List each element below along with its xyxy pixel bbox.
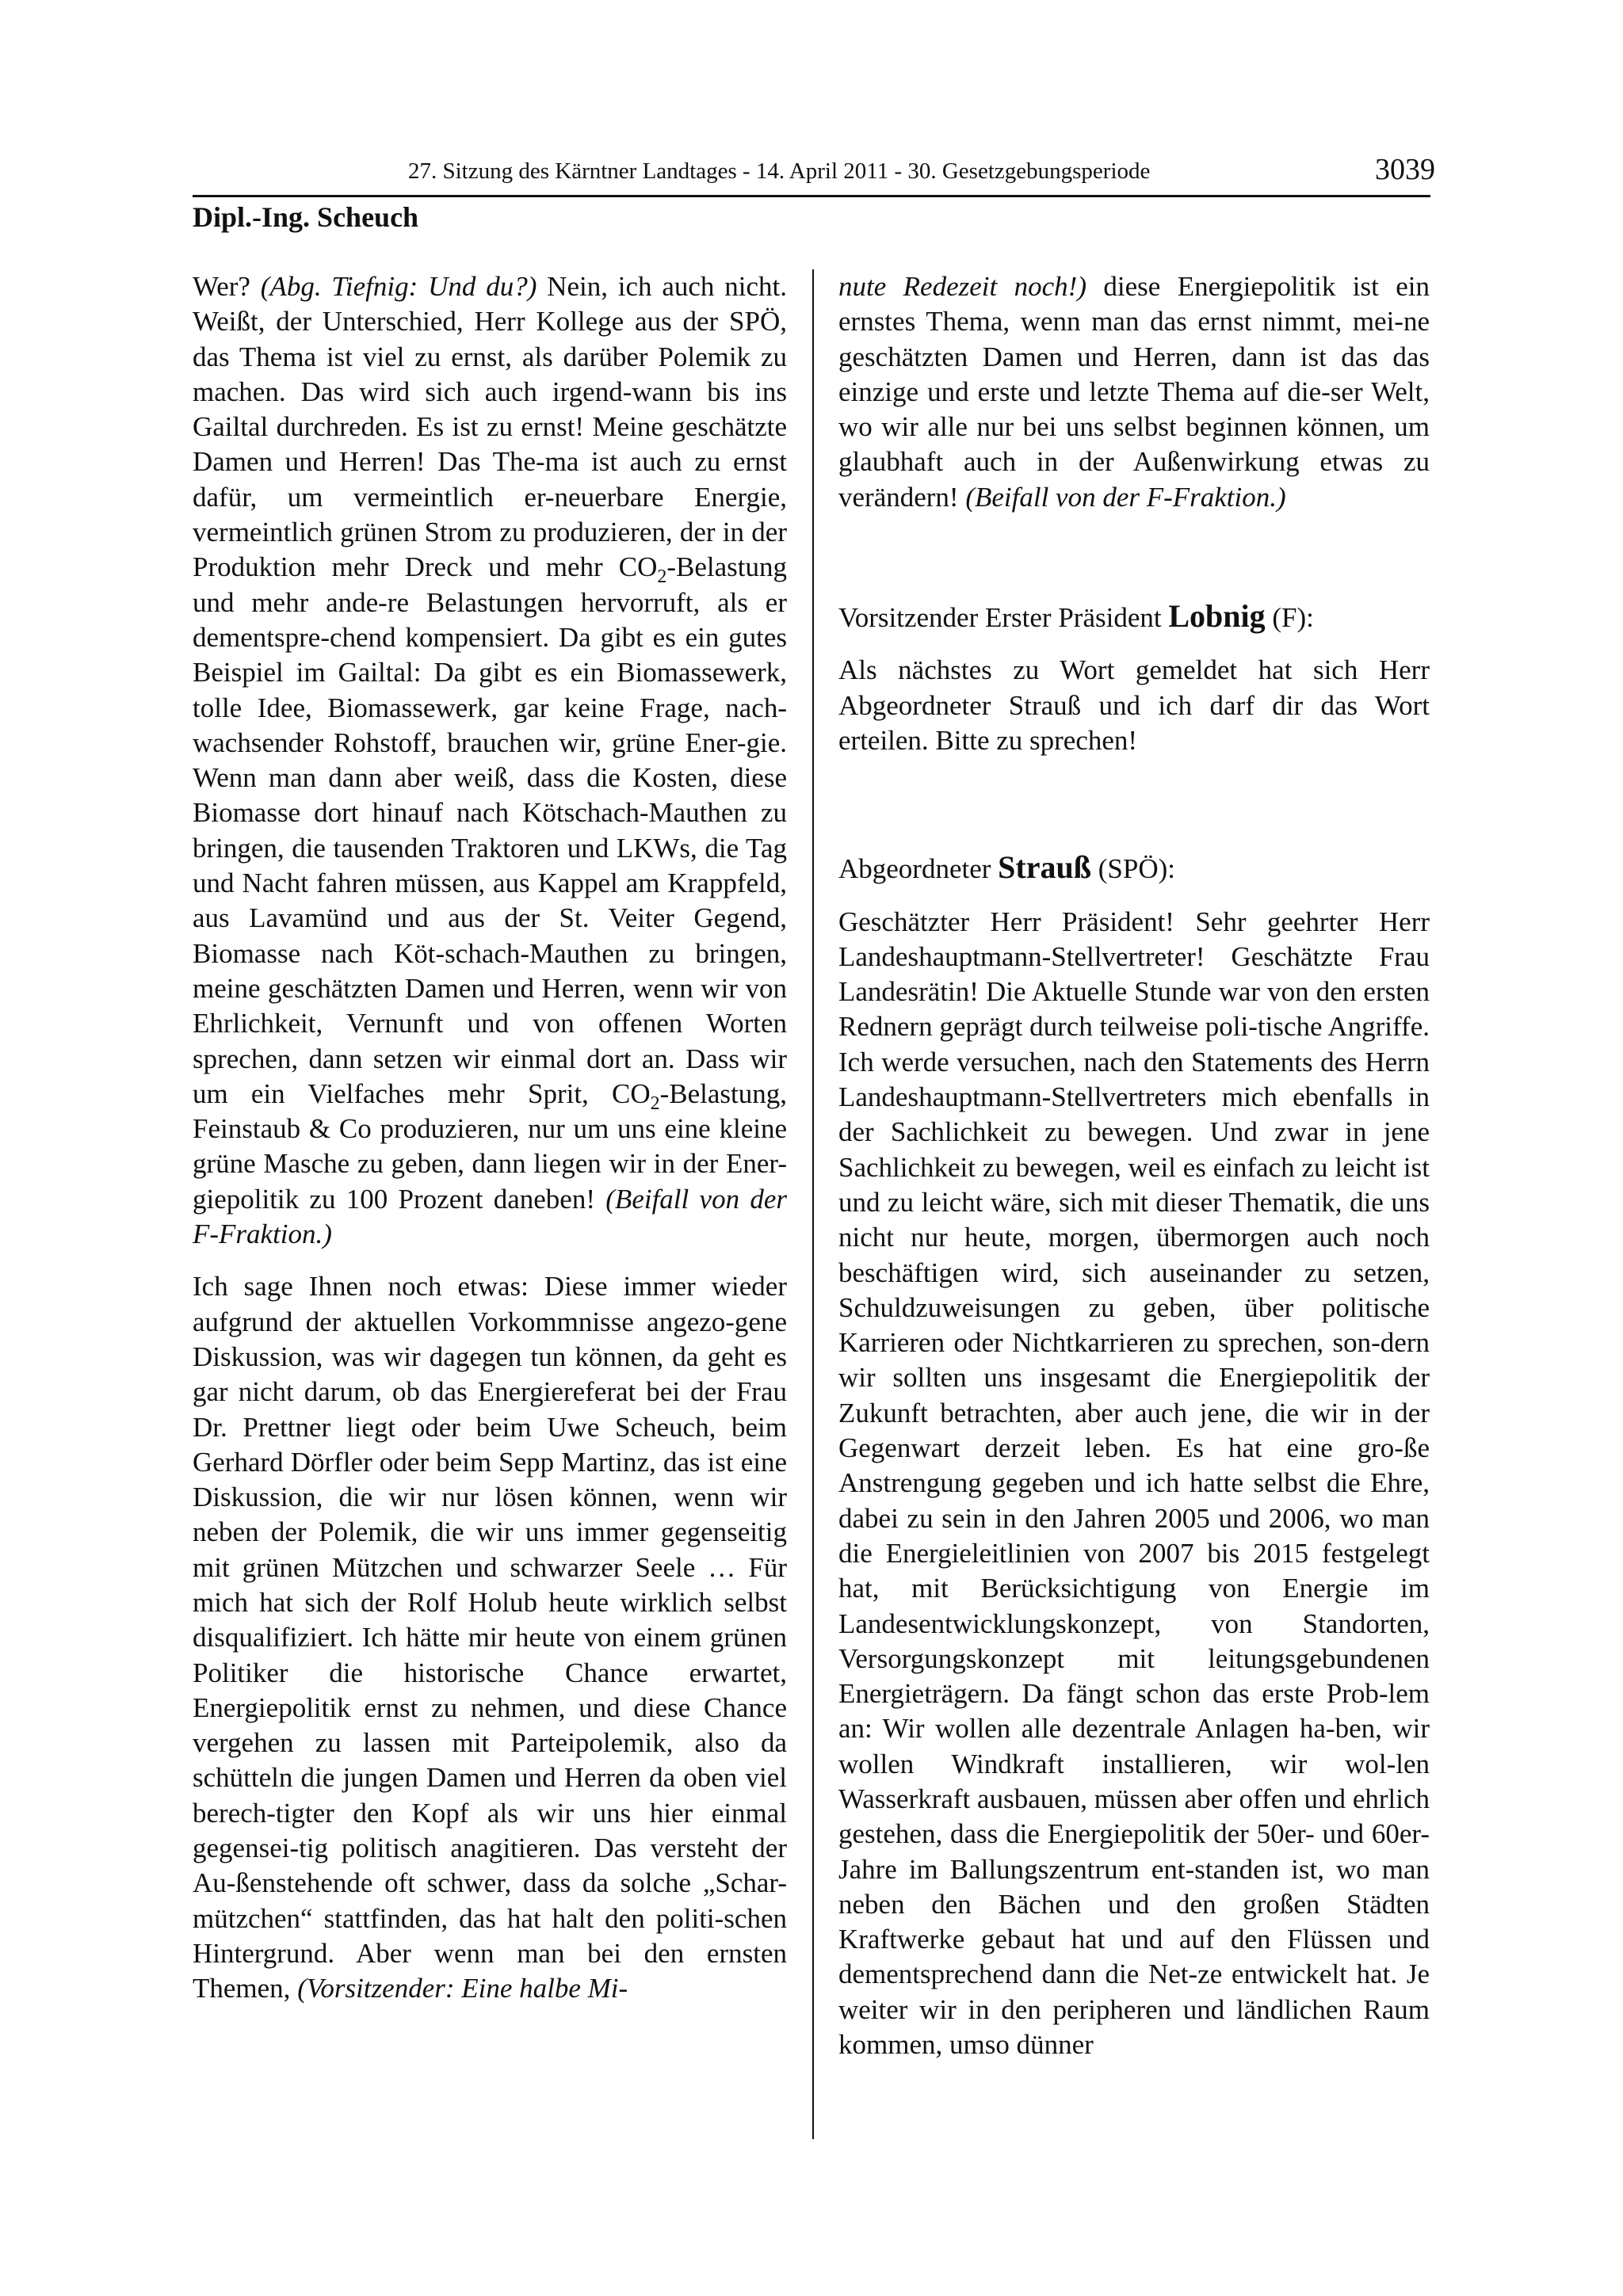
text-run: -Belastung und mehr ande-re Belastungen hervorruft, als er dementspre-chend kompensiert. Da gibt es ein gutes Beispiel im Gailtal: Da gibt es ein Biomassewerk, tolle Idee, Biomassewerk, gar keine Frage, nach-wachsender Rohstoff, brauchen wir, grüne Ener-gie. Wenn man dann aber weiß, dass die Kosten, diese Biomasse dort hinauf nach Kötschach-Mauthen zu bringen, die tausenden Traktoren und LKWs, die Tag und Nacht fahren müssen, aus Kappel am Krappfeld, aus Lavamünd und aus der St. Veiter Gegend, Biomasse nach Köt-schach-Mauthen zu bringen, meine geschätzten Damen und Herren, wenn wir von Ehrlichkeit, Vernunft und von offenen Worten sprechen, dann setzen wir einmal dort an. Dass wir um ein Vielfaches mehr Sprit, CO [193, 551, 787, 1109]
chair-interjection: nute Redezeit noch!) [838, 271, 1086, 302]
chair-interjection: (Vorsitzender: Eine halbe Mi- [297, 1973, 628, 2004]
chair-speaker-label [838, 599, 1430, 635]
speaker-name: Lobnig [1168, 598, 1266, 635]
interjection: (Abg. Tiefnig: Und du?) [260, 271, 537, 302]
subscript: 2 [650, 1093, 660, 1114]
applause-note: (Beifall von der F-Fraktion.) [193, 1183, 787, 1250]
left-column [193, 269, 787, 2007]
text-run: -Belastung, Feinstaub & Co produzieren, nur um uns eine kleine grüne Masche zu geben, dann liegen wir in der Ener-giepolitik zu 100 Prozent daneben! [193, 1077, 787, 1215]
speaker2-label [838, 850, 1430, 887]
text-run: Wer? [193, 271, 261, 302]
speaker-name: Strauß [998, 849, 1091, 886]
column-divider [812, 269, 814, 2139]
right-paragraph-1 [838, 269, 1430, 515]
speaker-party: (SPÖ): [1090, 853, 1175, 885]
subscript: 2 [657, 566, 667, 588]
speaker-party: (F): [1265, 602, 1314, 634]
text-run: Nein, ich auch nicht. Weißt, der Unterschied, Herr Kollege aus der SPÖ, das Thema ist viel zu ernst, als darüber Polemik zu machen. Das wird sich auch irgend-wann bis ins Gailtal durchreden. Es ist zu ernst! Meine geschätzte Damen und Herren! Das The-ma ist auch zu ernst dafür, um vermeintlich er-neuerbare Energie, vermeintlich grünen Strom zu produzieren, der in der Produktion mehr Dreck und mehr CO [193, 271, 787, 583]
applause-note: (Beifall von der F-Fraktion.) [965, 481, 1286, 513]
session-header: 27. Sitzung des Kärntner Landtages - 14. April 2011 - 30. Gesetzgebungsperiode [408, 158, 1151, 184]
chair-statement: Als nächstes zu Wort gemeldet hat sich Herr Abgeordneter Strauß und ich darf dir das Wort erteilen. Bitte zu sprechen! [838, 654, 1430, 756]
speaker-role: Abgeordneter [838, 853, 999, 885]
text-run: Ich sage Ihnen noch etwas: Diese immer wieder aufgrund der aktuellen Vorkommnisse angezo-gene Diskussion, was wir dagegen tun können, da geht es gar nicht darum, ob das Energiereferat bei der Frau Dr. Prettner liegt oder beim Uwe Scheuch, beim Gerhard Dörfler oder beim Sepp Martinz, das ist eine Diskussion, die wir nur lösen können, wenn wir neben der Polemik, die wir uns immer gegenseitig mit grünen Mützchen und schwarzer Seele … Für mich hat sich der Rolf Holub heute wirklich selbst disqualifiziert. Ich hätte mir heute von einem grünen Politiker die historische Chance erwartet, Energiepolitik ernst zu nehmen, und diese Chance vergehen zu lassen mit Parteipolemik, also da schütteln die jungen Damen und Herren da oben viel berech-tigter den Kopf als wir uns hier einmal gegensei-tig politisch anagitieren. Das versteht der Au-ßenstehende oft schwer, dass da solche „Schar-mützchen“ stattfinden, das hat halt den politi-schen Hintergrund. Aber wenn man bei den ernsten Themen, [193, 1271, 787, 2004]
header-rule [193, 195, 1430, 197]
left-paragraph-2 [193, 1269, 787, 2006]
page-number: 3039 [1375, 153, 1435, 186]
left-paragraph-1 [193, 269, 787, 1252]
speaker-role: Vorsitzender Erster Präsident [838, 602, 1169, 634]
speaker-heading: Dipl.-Ing. Scheuch [193, 201, 419, 233]
right-column [838, 269, 1430, 2062]
text-run: diese Energiepolitik ist ein ernstes Thema, wenn man das ernst nimmt, mei-ne geschätzten Damen und Herren, dann ist das das einzige und erste und letzte Thema auf die-ser Welt, wo wir alle nur bei uns selbst beginnen können, um glaubhaft auch in der Außenwirkung etwas zu verändern! [838, 271, 1430, 513]
speaker2-statement: Geschätzter Herr Präsident! Sehr geehrter Herr Landeshauptmann-Stellvertreter! Geschätzte Frau Landesrätin! Die Aktuelle Stunde war von den ersten Rednern geprägt durch teilweise poli-tische Angriffe. Ich werde versuchen, nach den Statements des Herrn Landeshauptmann-Stellvertreters mich ebenfalls in der Sachlichkeit zu bewegen. Und zwar in jene Sachlichkeit zu bewegen, weil es einfach zu leicht ist und zu leicht wäre, sich mit dieser Thematik, die uns nicht nur heute, morgen, übermorgen auch noch beschäftigen wird, sich auseinander zu setzen, Schuldzuweisungen zu geben, über politische Karrieren oder Nichtkarrieren zu sprechen, son-dern wir sollten uns insgesamt die Energiepolitik der Zukunft betrachten, aber auch jene, die wir in der Gegenwart derzeit leben. Es hat eine gro-ße Anstrengung gegeben und ich hatte selbst die Ehre, dabei zu sein in den Jahren 2005 und 2006, wo man die Energieleitlinien von 2007 bis 2015 festgelegt hat, mit Berücksichtigung von Energie im Landesentwicklungskonzept, von Standorten, Versorgungskonzept mit leitungsgebundenen Energieträgern. Da fängt schon das erste Prob-lem an: Wir wollen alle dezentrale Anlagen ha-ben, wir wollen Windkraft installieren, wir wol-len Wasserkraft ausbauen, müssen aber offen und ehrlich gestehen, dass die Energiepolitik der 50er- und 60er-Jahre im Ballungszentrum ent-standen ist, wo man neben den Bächen und den großen Städten Kraftwerke gebaut hat und auf den Flüssen und dementsprechend dann die Net-ze entwickelt hat. Je weiter wir in den peripheren und ländlichen Raum kommen, umso dünner [838, 906, 1430, 2061]
